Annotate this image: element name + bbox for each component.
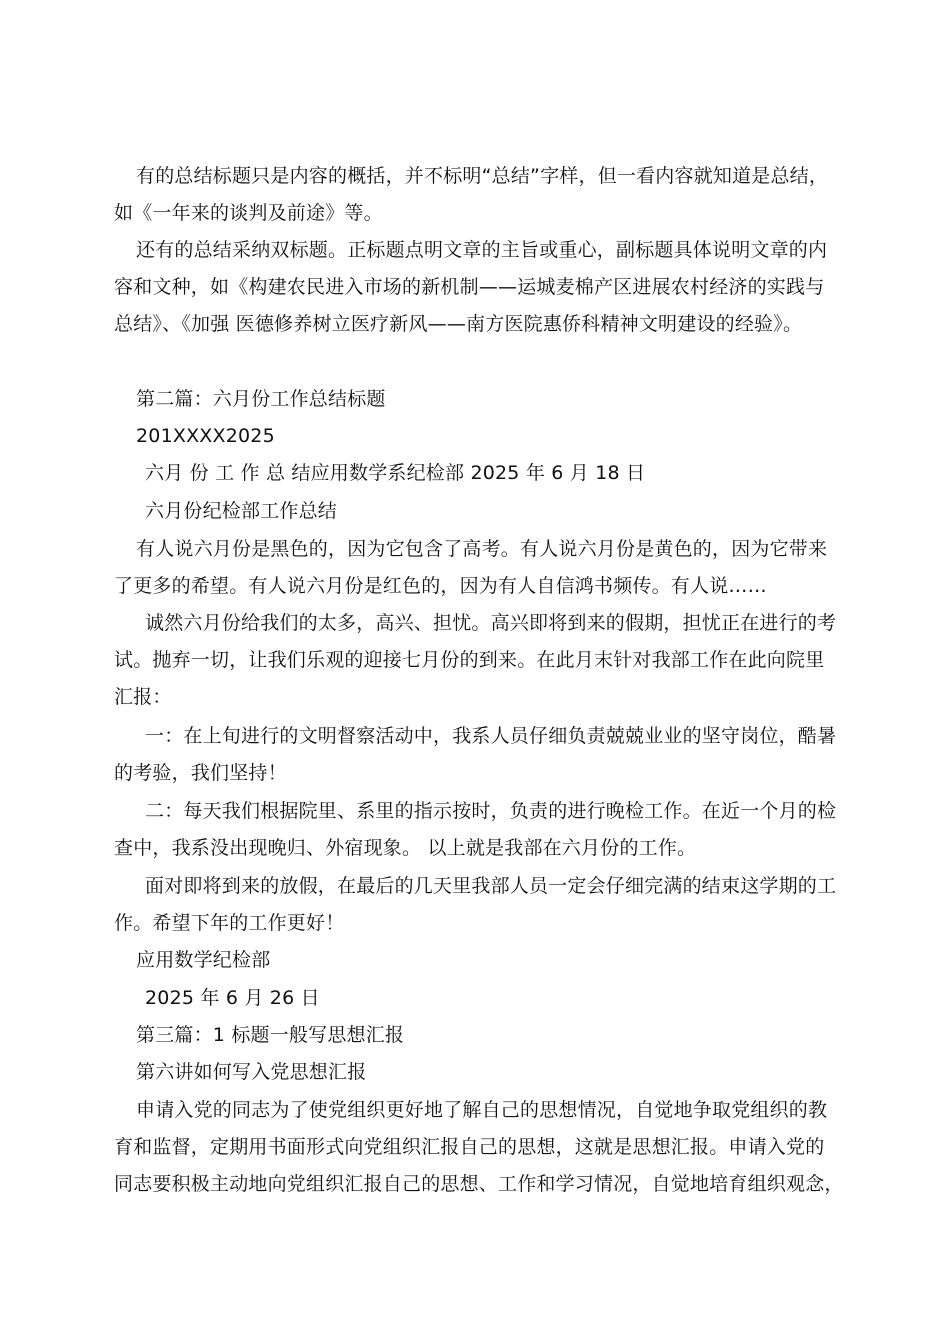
paragraph-line: 作。希望下年的工作更好！ [114,912,345,934]
paragraph-line: 面对即将到来的放假，在最后的几天里我部人员一定会仔细完满的结束这学期的工 [145,875,837,897]
paragraph-line: 汇报： [114,686,172,708]
paragraph-line: 了更多的希望。有人说六月份是红色的，因为有人自信鸿书频传。有人说…… [114,575,767,597]
paragraph-line: 总结》、《加强 医德修养树立医疗新风——南方医院惠侨科精神文明建设的经验》。 [114,313,803,335]
paragraph-line: 有人说六月份是黑色的，因为它包含了高考。有人说六月份是黄色的，因为它带来 [136,538,828,560]
paragraph-line: 育和监督，定期用书面形式向党组织汇报自己的思想，这就是思想汇报。申请入党的 [114,1136,825,1158]
paragraph-line: 查中，我系没出现晚归、外宿现象。 以上就是我部在六月份的工作。 [114,837,697,859]
document-title: 六月份纪检部工作总结 [145,500,338,522]
paragraph-line: 试。抛弃一切，让我们乐观的迎接七月份的到来。在此月末针对我部工作在此向院里 [114,649,825,671]
paragraph-line: 申请入党的同志为了使党组织更好地了解自己的思想情况，自觉地争取党组织的教 [136,1099,828,1121]
signature-date: 2025 年 6 月 26 日 [145,987,320,1009]
paragraph-line: 容和文种，如《构建农民进入市场的新机制——运城麦棉产区进展农村经济的实践与 [114,276,825,298]
paragraph-line: 二：每天我们根据院里、系里的指示按时，负责的进行晚检工作。在近一个月的检 [145,800,837,822]
section-heading: 第三篇：1 标题一般写思想汇报 [136,1024,405,1046]
paragraph-line: 还有的总结采纳双标题。正标题点明文章的主旨或重心，副标题具体说明文章的内 [136,239,828,261]
paragraph-line: 同志要积极主动地向党组织汇报自己的思想、工作和学习情况，自觉地培育组织观念， [114,1173,844,1195]
byline: 六月 份 工 作 总 结应用数学系纪检部 2025 年 6 月 18 日 [145,462,646,484]
paragraph-line: 如《一年来的谈判及前途》等。 [114,202,383,224]
signature-dept: 应用数学纪检部 [136,949,271,971]
section-heading: 第二篇：六月份工作总结标题 [136,388,386,410]
document-code: 201XXXX2025 [136,425,275,447]
section-subheading: 第六讲如何写入党思想汇报 [136,1061,367,1083]
paragraph-line: 的考验，我们坚持！ [114,762,287,784]
paragraph-line: 一：在上旬进行的文明督察活动中，我系人员仔细负责兢兢业业的坚守岗位，酷暑 [145,725,837,747]
paragraph-line: 有的总结标题只是内容的概括，并不标明“总结”字样，但一看内容就知道是总结， [136,165,829,187]
paragraph-line: 诚然六月份给我们的太多，高兴、担忧。高兴即将到来的假期，担忧正在进行的考 [145,612,837,634]
